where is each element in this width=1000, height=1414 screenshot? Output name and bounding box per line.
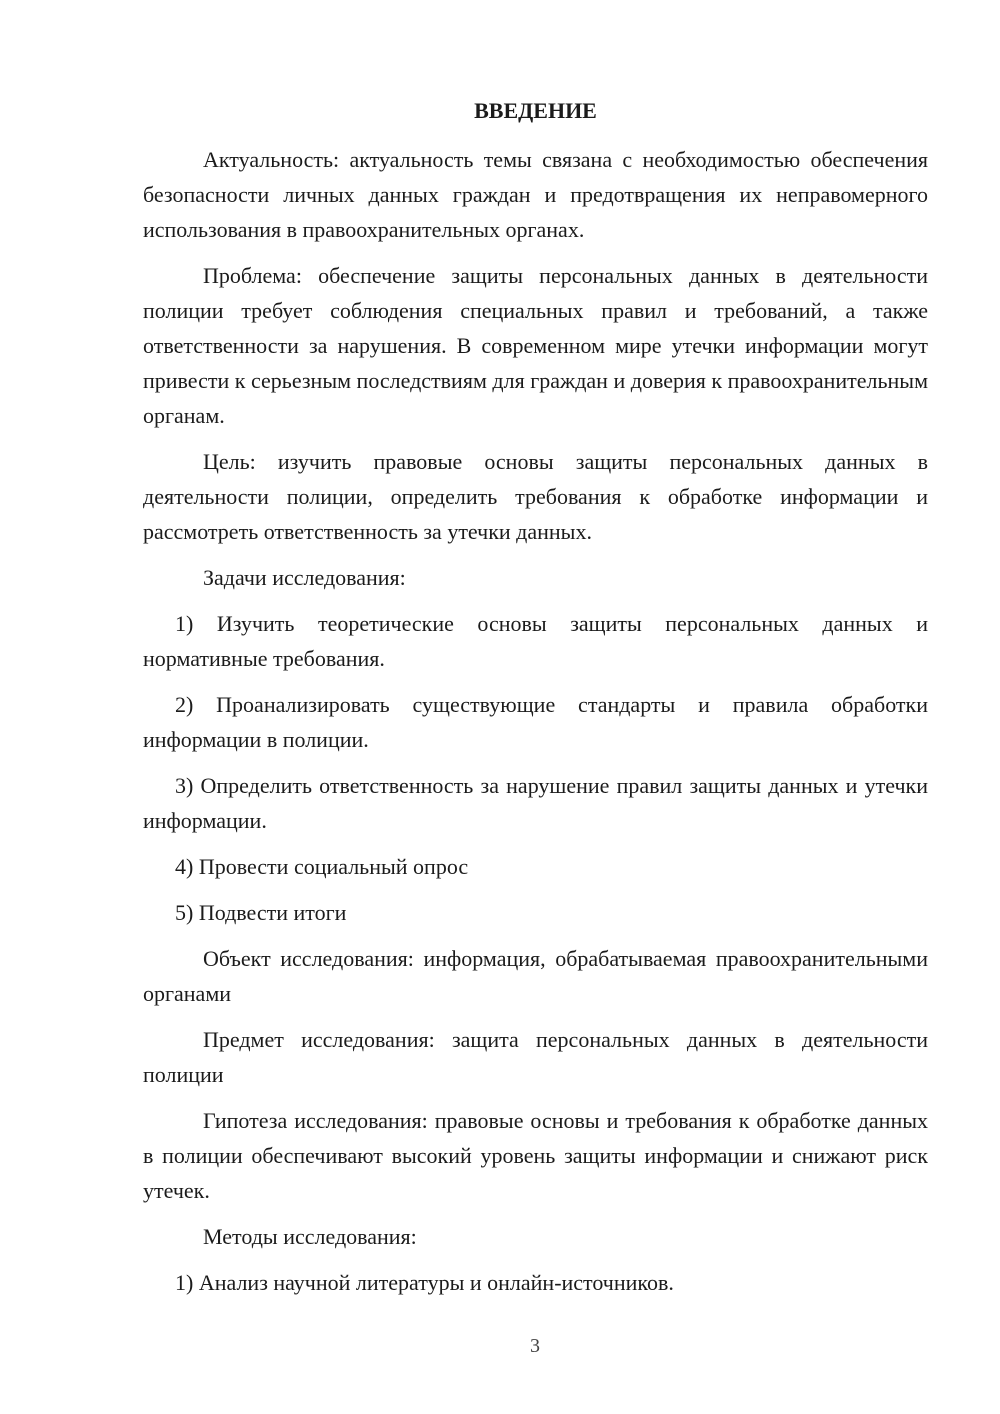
methods-title: Методы исследования: <box>203 1224 417 1249</box>
page-number: 3 <box>530 1335 540 1357</box>
paragraph-hypothesis: Гипотеза исследования: правовые основы и требования к обработке данных в полиции обеспечивают высокий уровень защиты информации и снижают риск утечек. <box>143 1108 928 1203</box>
task-item-1: 1) Изучить теоретические основы защиты персональных данных и нормативные требования. <box>143 611 928 671</box>
task-item-3: 3) Определить ответственность за нарушение правил защиты данных и утечки информации. <box>143 773 928 833</box>
document-page <box>143 96 928 1311</box>
paragraph-relevance: Актуальность: актуальность темы связана с необходимостью обеспечения безопасности личных данных граждан и предотвращения их неправомерного использования в правоохранительных органах. <box>143 147 928 242</box>
paragraph-goal: Цель: изучить правовые основы защиты персональных данных в деятельности полиции, определить требования к обработке информации и рассмотреть ответственность за утечки данных. <box>143 449 928 544</box>
method-item-1: 1) Анализ научной литературы и онлайн-источников. <box>175 1270 674 1295</box>
paragraph-subject: Предмет исследования: защита персональных данных в деятельности полиции <box>143 1027 928 1087</box>
task-item-2: 2) Проанализировать существующие стандарты и правила обработки информации в полиции. <box>143 692 928 752</box>
paragraph-problem: Проблема: обеспечение защиты персональных данных в деятельности полиции требует соблюдения специальных правил и требований, а также ответственности за нарушения. В современном мире утечки информации могут привести к серьезным последствиям для граждан и доверия к правоохранительным органам. <box>143 263 928 428</box>
paragraph-object: Объект исследования: информация, обрабатываемая правоохранительными органами <box>143 946 928 1006</box>
task-item-5: 5) Подвести итоги <box>175 900 347 925</box>
task-item-4: 4) Провести социальный опрос <box>175 854 469 879</box>
tasks-title: Задачи исследования: <box>203 565 406 590</box>
section-heading: ВВЕДЕНИЕ <box>474 98 597 123</box>
